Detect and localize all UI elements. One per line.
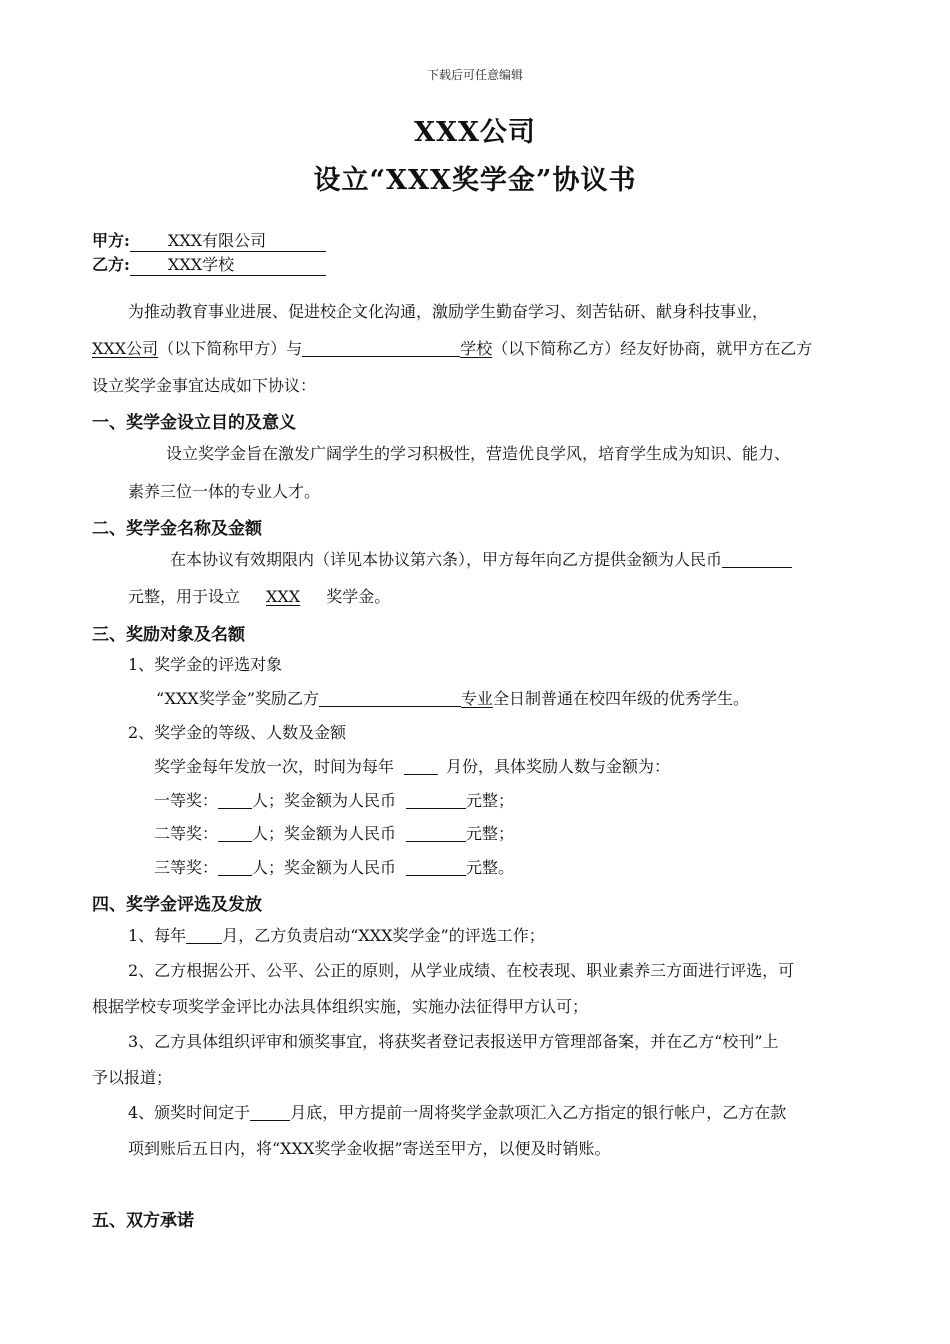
document-title-company: XXX公司 [414, 117, 536, 148]
major-blank [319, 688, 461, 707]
document-title-agreement: 设立“XXX奖学金”协议书 [313, 165, 637, 196]
prize-row-1 [154, 790, 514, 812]
intro-line-2 [92, 338, 812, 360]
section-2-text-a: 在本协议有效期限内（详见本协议第六条），甲方每年向乙方提供金额为人民币 [170, 550, 723, 569]
section-3-item-1-text [156, 688, 749, 710]
prize-1-count-blank [218, 790, 252, 809]
section-3-item-2: 2、奖学金的等级、人数及金额 [128, 723, 347, 742]
section-1-line-1: 设立奖学金旨在激发广阔学生的学习积极性，营造优良学风，培育学生成为知识、能力、 [166, 444, 791, 463]
prize-row-2 [154, 823, 514, 845]
intro-company: XXX公司 [92, 339, 159, 358]
intro-line-1: 为推动教育事业进展、促进校企文化沟通，激励学生勤奋学习、刻苦钻研、献身科技事业， [128, 302, 769, 321]
item-2-text-a: 奖学金每年发放一次，时间为每年 [154, 757, 395, 776]
section-1-heading: 一、奖学金设立目的及意义 [92, 413, 296, 433]
prize-3-text: 人；奖金额为人民币 [252, 858, 397, 877]
party-a [92, 228, 326, 252]
p1-month-blank [186, 925, 222, 944]
section-3-heading: 三、奖励对象及名额 [92, 625, 245, 645]
prize-2-text: 人；奖金额为人民币 [252, 824, 397, 843]
p4-text-b: 月底，甲方提前一周将奖学金款项汇入乙方指定的银行帐户，乙方在款 [290, 1103, 787, 1122]
section-4-p3-line-1: 3、乙方具体组织评审和颁奖事宜，将获奖者登记表报送甲方管理部备案，并在乙方“校刊”上 [128, 1032, 779, 1051]
p1-text-b: 月，乙方负责启动“XXX奖学金”的评选工作； [222, 926, 545, 945]
section-2-line-2 [128, 586, 390, 608]
prize-2-count-blank [218, 823, 252, 842]
section-1-line-2: 素养三位一体的专业人才。 [128, 482, 321, 501]
item-1-text-a: “XXX奖学金”奖励乙方 [156, 689, 319, 708]
month-blank [404, 756, 438, 775]
prize-1-end: 元整； [466, 791, 515, 810]
p4-text-a: 4、颁奖时间定于 [128, 1103, 251, 1122]
intro-line-3: 设立奖学金事宜达成如下协议： [92, 376, 317, 395]
item-2-text-b: 月份，具体奖励人数与金额为： [446, 757, 671, 776]
intro-school: 学校 [460, 339, 493, 358]
p4-month-blank [250, 1102, 290, 1121]
prize-row-3 [154, 857, 514, 879]
prize-1-label: 一等奖： [154, 791, 219, 810]
section-2-heading: 二、奖学金名称及金额 [92, 519, 262, 539]
item-1-major: 专业 [460, 689, 493, 708]
prize-1-text: 人；奖金额为人民币 [252, 791, 397, 810]
prize-3-count-blank [218, 857, 252, 876]
section-4-p1 [128, 925, 545, 947]
section-4-p3-line-2: 予以报道； [92, 1068, 173, 1087]
section-3-item-2-text [154, 756, 670, 778]
prize-3-label: 三等奖： [154, 858, 219, 877]
party-a-value: XXX有限公司 [130, 231, 326, 252]
header-note: 下载后可任意编辑 [426, 68, 523, 82]
section-3-item-1: 1、奖学金的评选对象 [128, 655, 283, 674]
item-1-text-c: 全日制普通在校四年级的优秀学生。 [493, 689, 750, 708]
party-b [92, 252, 326, 276]
section-4-p4-line-1 [128, 1102, 786, 1124]
prize-3-amount-blank [406, 857, 466, 876]
scholarship-name: XXX [266, 587, 301, 606]
party-b-value: XXX学校 [130, 255, 326, 276]
section-4-p2-line-1: 2、乙方根据公开、公平、公正的原则，从学业成绩、在校表现、职业素养三方面进行评选，可 [128, 961, 795, 980]
section-2-line-1 [170, 549, 792, 571]
party-b-label: 乙方: [92, 255, 130, 274]
prize-2-label: 二等奖： [154, 824, 219, 843]
amount-blank [722, 549, 792, 568]
section-2-text-c: 奖学金。 [326, 587, 391, 606]
prize-2-amount-blank [406, 823, 466, 842]
prize-2-end: 元整； [466, 824, 515, 843]
prize-1-amount-blank [406, 790, 466, 809]
prize-3-end: 元整。 [466, 858, 515, 877]
section-2-text-b: 元整，用于设立 [128, 587, 241, 606]
section-4-heading: 四、奖学金评选及发放 [92, 895, 262, 915]
section-4-p2-line-2: 根据学校专项奖学金评比办法具体组织实施，实施办法征得甲方认可； [92, 997, 589, 1016]
school-blank [302, 338, 460, 357]
section-4-p4-line-2: 项到账后五日内，将“XXX奖学金收据”寄送至甲方，以便及时销账。 [128, 1139, 611, 1158]
intro-text-d: （以下简称乙方）经友好协商，就甲方在乙方 [492, 339, 813, 358]
intro-text-b: （以下简称甲方）与 [158, 339, 303, 358]
party-a-label: 甲方: [92, 231, 130, 250]
p1-text-a: 1、每年 [128, 926, 187, 945]
section-5-heading: 五、双方承诺 [92, 1211, 194, 1231]
